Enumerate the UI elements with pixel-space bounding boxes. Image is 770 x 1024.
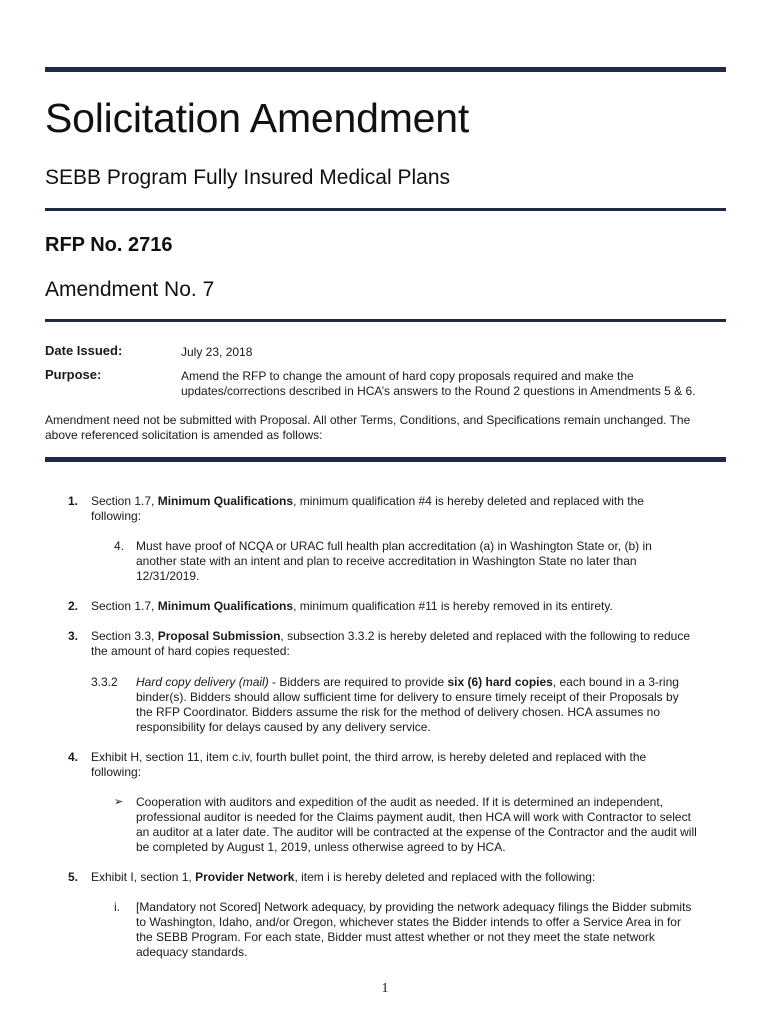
- document-subtitle: SEBB Program Fully Insured Medical Plans: [45, 166, 450, 189]
- item-3-sub-italic: Hard copy delivery (mail): [136, 675, 269, 689]
- item-1-pre: Section 1.7,: [91, 494, 158, 508]
- item-3-line-1: [91, 628, 690, 644]
- item-3-bold: Proposal Submission: [157, 629, 281, 643]
- item-1-sub-line-3: 12/31/2019.: [136, 569, 200, 583]
- item-1-sub-line-1: Must have proof of NCQA or URAC full health plan accreditation (a) in Washington State or, (b) in: [136, 539, 652, 553]
- rfp-number: RFP No. 2716: [45, 234, 173, 256]
- item-5-sub-line-3: the SEBB Program. For each state, Bidder must attest whether or not they meet the state network: [136, 930, 655, 944]
- purpose-label: Purpose:: [45, 367, 102, 382]
- date-issued-label: Date Issued:: [45, 343, 123, 358]
- item-5-sub-line-4: adequacy standards.: [136, 945, 248, 959]
- item-3-pre: Section 3.3,: [91, 629, 158, 643]
- rule-after-amendment: [45, 319, 726, 322]
- item-1-line-2: following:: [91, 509, 142, 523]
- item-5-sub-line-1: [Mandatory not Scored] Network adequacy, by providing the network adequacy filings the Bidder submits: [136, 900, 692, 914]
- item-4-sub-line-3: an auditor at a later date. The auditor will be contracted at the expense of the Contractor and the audit will: [136, 825, 697, 839]
- item-4-sub-line-4: be completed by August 1, 2019, unless otherwise agreed to by HCA.: [136, 840, 506, 854]
- item-5-line-1: [91, 869, 595, 885]
- item-3-sub-line-3: the RFP Coordinator. Bidders assume the risk for the method of delivery chosen. HCA assumes no: [136, 705, 661, 719]
- item-5-number: 5.: [68, 870, 79, 884]
- amendment-number: Amendment No. 7: [45, 278, 215, 301]
- item-5-bold: Provider Network: [195, 870, 295, 884]
- item-1-number: 1.: [68, 494, 79, 508]
- rule-after-intro: [45, 457, 726, 462]
- intro-line-1: Amendment need not be submitted with Proposal. All other Terms, Conditions, and Specifications remain unchanged. The: [45, 413, 691, 427]
- item-3-sub-line-2: binder(s). Bidders should allow sufficient time for delivery to ensure timely receipt of their Proposals by: [136, 690, 679, 704]
- item-3-sub-line-1: [136, 674, 679, 690]
- item-3-sub-line-4: responsibility for delays caused by any delivery service.: [136, 720, 431, 734]
- document-title: Solicitation Amendment: [45, 95, 470, 141]
- rule-after-subtitle: [45, 208, 726, 211]
- item-5-post: , item i is hereby deleted and replaced with the following:: [294, 870, 596, 884]
- item-4-sub-line-1: Cooperation with auditors and expedition of the audit as needed. If it is determined an independent,: [136, 795, 664, 809]
- item-4-sub-line-2: professional auditor is needed for the Claims payment audit, then HCA will work with Contractor to select: [136, 810, 691, 824]
- item-1-sub-line-2: another state with an intent and plan to receive accreditation in Washington State no later than: [136, 554, 637, 568]
- purpose-line-1: Amend the RFP to change the amount of hard copy proposals required and make the: [181, 369, 634, 383]
- arrow-bullet-icon: ➢: [114, 796, 124, 808]
- item-5-sub-line-2: to Washington, Idaho, and/or Oregon, whichever states the Bidder intends to offer a Service Area in for: [136, 915, 681, 929]
- item-2-number: 2.: [68, 599, 79, 613]
- item-3-sub-number: 3.3.2: [91, 675, 118, 689]
- item-3-number: 3.: [68, 629, 79, 643]
- intro-line-2: above referenced solicitation is amended as follows:: [45, 428, 323, 442]
- item-3-sub-pre: - Bidders are required to provide: [268, 675, 448, 689]
- item-3-line-2: the amount of hard copies requested:: [91, 644, 290, 658]
- item-4-number: 4.: [68, 750, 79, 764]
- item-1-post: , minimum qualification #4 is hereby deleted and replaced with the: [293, 494, 644, 508]
- item-1-line-1: [91, 493, 644, 509]
- item-2-pre: Section 1.7,: [91, 599, 158, 613]
- item-3-post: , subsection 3.3.2 is hereby deleted and replaced with the following to reduce: [280, 629, 691, 643]
- purpose-line-2: updates/corrections described in HCA’s answers to the Round 2 questions in Amendments 5 & 6.: [181, 384, 696, 398]
- date-issued-value: July 23, 2018: [181, 345, 253, 359]
- item-5-sub-number: i.: [114, 900, 120, 914]
- item-1-sub-number: 4.: [114, 539, 125, 553]
- item-2-bold: Minimum Qualifications: [157, 599, 294, 613]
- item-2-post: , minimum qualification #11 is hereby removed in its entirety.: [293, 599, 613, 613]
- item-1-bold: Minimum Qualifications: [157, 494, 294, 508]
- item-4-line-1: Exhibit H, section 11, item c.iv, fourth bullet point, the third arrow, is hereby deleted and replaced with the: [91, 750, 647, 764]
- item-3-sub-post: , each bound in a 3-ring: [552, 675, 679, 689]
- item-3-sub-bold: six (6) hard copies: [447, 675, 553, 689]
- item-5-pre: Exhibit I, section 1,: [91, 870, 196, 884]
- item-4-line-2: following:: [91, 765, 142, 779]
- item-2-line-1: [91, 598, 613, 614]
- top-rule: [45, 67, 726, 72]
- page-number: 1: [381, 981, 389, 996]
